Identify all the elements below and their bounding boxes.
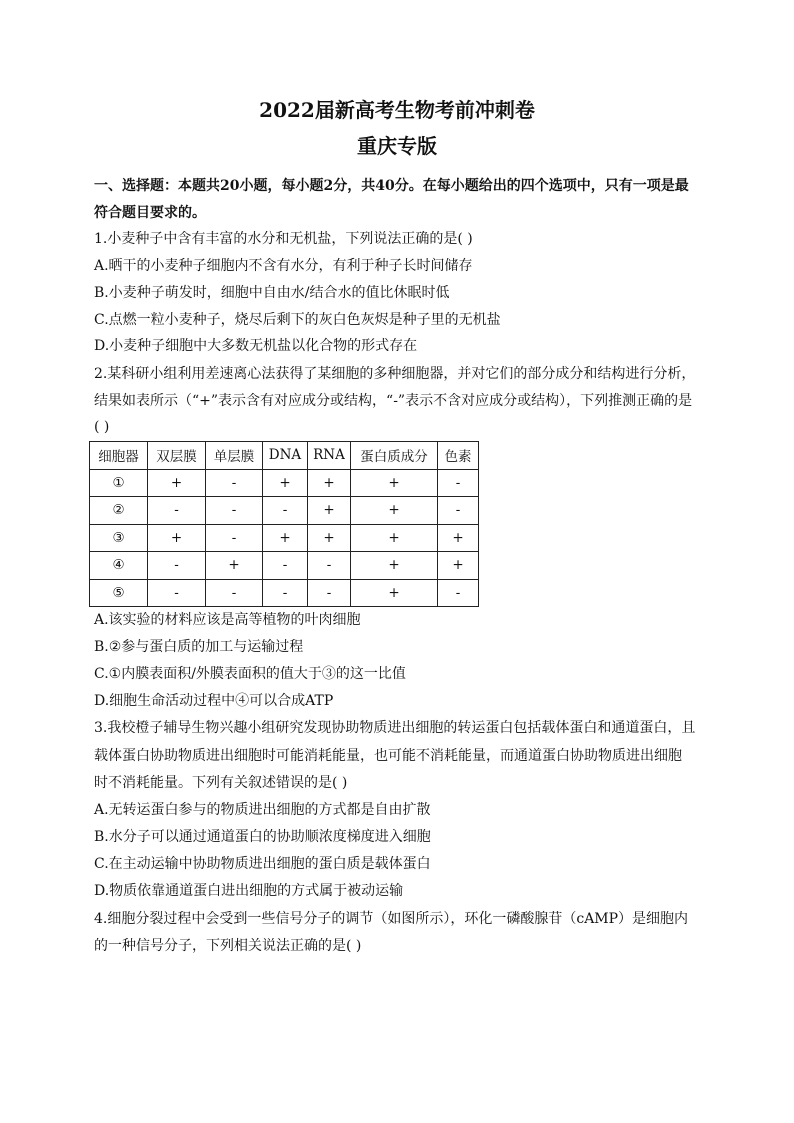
table-cell: - — [206, 579, 263, 607]
table-row — [90, 497, 479, 525]
table-cell: + — [263, 469, 308, 497]
table-row — [90, 552, 479, 580]
q1-option-b: B.小麦种子萌发时，细胞中自由水/结合水的值比休眠时低 — [94, 285, 450, 301]
table-cell: + — [308, 469, 351, 497]
table-header-cell: 细胞器 — [90, 442, 148, 470]
q1-option-c: C.点燃一粒小麦种子，烧尽后剩下的灰白色灰烬是种子里的无机盐 — [94, 312, 501, 328]
organelle-table — [89, 441, 479, 607]
table-cell: + — [351, 497, 438, 525]
table-cell: + — [308, 524, 351, 552]
table-cell: + — [351, 579, 438, 607]
table-cell: ① — [90, 469, 148, 497]
table-cell: - — [263, 552, 308, 580]
table-header-cell: 单层膜 — [206, 442, 263, 470]
table-header-cell: 双层膜 — [148, 442, 206, 470]
table-cell: - — [263, 497, 308, 525]
table-cell: - — [206, 524, 263, 552]
table-cell: + — [438, 552, 479, 580]
q3-option-d: D.物质依靠通道蛋白进出细胞的方式属于被动运输 — [94, 883, 404, 899]
table-header-cell: 色素 — [438, 442, 479, 470]
q2-option-c: C.①内膜表面积/外膜表面积的值大于③的这一比值 — [94, 666, 406, 682]
table-cell: - — [438, 469, 479, 497]
table-cell: ③ — [90, 524, 148, 552]
table-cell: + — [438, 524, 479, 552]
q2-option-a: A.该实验的材料应该是高等植物的叶肉细胞 — [94, 612, 361, 628]
table-cell: + — [206, 552, 263, 580]
table-header-cell: DNA — [263, 442, 308, 470]
table-cell: + — [351, 469, 438, 497]
table-row — [90, 524, 479, 552]
q3-option-b: B.水分子可以通过通道蛋白的协助顺浓度梯度进入细胞 — [94, 829, 431, 845]
table-cell: ④ — [90, 552, 148, 580]
table-cell: ⑤ — [90, 579, 148, 607]
table-header-cell: RNA — [308, 442, 351, 470]
table-cell: + — [351, 552, 438, 580]
q2-stem-line-3: ( ) — [94, 419, 110, 435]
q1-option-d: D.小麦种子细胞中大多数无机盐以化合物的形式存在 — [94, 338, 418, 354]
q3-option-a: A.无转运蛋白参与的物质进出细胞的方式都是自由扩散 — [94, 802, 431, 818]
q2-option-b: B.②参与蛋白质的加工与运输过程 — [94, 639, 304, 655]
q4-stem-line-2: 的一种信号分子，下列相关说法正确的是( ) — [94, 938, 362, 954]
q1-stem: 1.小麦种子中含有丰富的水分和无机盐，下列说法正确的是( ) — [94, 231, 473, 247]
q3-option-c: C.在主动运输中协助物质进出细胞的蛋白质是载体蛋白 — [94, 856, 431, 872]
q3-stem-line-3: 时不消耗能量。下列有关叙述错误的是( ) — [94, 775, 348, 791]
table-cell: - — [148, 579, 206, 607]
table-cell: - — [206, 469, 263, 497]
table-cell: - — [148, 552, 206, 580]
table-header-cell: 蛋白质成分 — [351, 442, 438, 470]
table-cell: + — [148, 524, 206, 552]
q3-stem-line-2: 载体蛋白协助物质进出细胞时可能消耗能量，也可能不消耗能量，而通道蛋白协助物质进出细胞 — [94, 748, 682, 764]
q2-stem-line-2: 结果如表所示（“+”表示含有对应成分或结构，“-”表示不含对应成分或结构），下列推测正确的是 — [94, 393, 693, 409]
table-row — [90, 579, 479, 607]
table-cell: - — [308, 552, 351, 580]
table-cell: ② — [90, 497, 148, 525]
section-header: 一、选择题：本题共20小题，每小题2分，共40分。在每小题给出的四个选项中，只有一项是最符合题目要求的。 — [94, 178, 689, 221]
table-header-row — [90, 442, 479, 470]
q2-option-d: D.细胞生命活动过程中④可以合成ATP — [94, 693, 334, 709]
q2-stem-line-1: 2.某科研小组利用差速离心法获得了某细胞的多种细胞器，并对它们的部分成分和结构进行分析， — [94, 366, 696, 382]
table-row — [90, 469, 479, 497]
table-cell: + — [351, 524, 438, 552]
table-cell: - — [263, 579, 308, 607]
q3-stem-line-1: 3.我校橙子辅导生物兴趣小组研究发现协助物质进出细胞的转运蛋白包括载体蛋白和通道蛋白，且 — [94, 720, 696, 736]
table-cell: - — [438, 497, 479, 525]
table-cell: - — [308, 579, 351, 607]
exam-subtitle: 重庆专版 — [357, 134, 437, 158]
table-cell: - — [206, 497, 263, 525]
table-cell: - — [148, 497, 206, 525]
q1-option-a: A.晒干的小麦种子细胞内不含有水分，有利于种子长时间储存 — [94, 258, 473, 274]
exam-title: 2022届新高考生物考前冲刺卷 — [259, 98, 535, 122]
table-cell: - — [438, 579, 479, 607]
table-cell: + — [148, 469, 206, 497]
q4-stem-line-1: 4.细胞分裂过程中会受到一些信号分子的调节（如图所示），环化一磷酸腺苷（cAMP）是细胞内 — [94, 911, 689, 927]
table-cell: + — [308, 497, 351, 525]
table-cell: + — [263, 524, 308, 552]
